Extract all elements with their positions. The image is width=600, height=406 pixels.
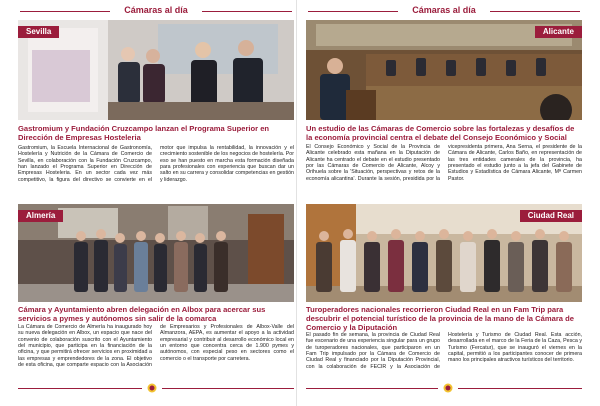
- article-photo: [306, 20, 582, 120]
- footer-rule: [306, 388, 438, 389]
- article-photo: [306, 204, 582, 302]
- chamber-logo-icon: [147, 383, 157, 393]
- footer-rule: [18, 388, 142, 389]
- right-page: [302, 0, 586, 406]
- photo-conference-speakers: [18, 20, 294, 120]
- section-header: [14, 5, 298, 17]
- header-rule: [202, 11, 292, 12]
- article-photo: [18, 20, 294, 120]
- article-sevilla: [18, 20, 294, 192]
- city-tag: Ciudad Real: [520, 210, 582, 222]
- article-headline[interactable]: Turoperadores nacionales recorrieron Ciudad Real en un Fam Trip para descubrir el potencial turístico de la provincia de la mano de la Cámara de Comercio y la Diputación: [306, 305, 574, 332]
- article-body: El Consejo Económico y Social de la Provincia de Alicante celebrado esta mañana en la Diputación de Alicante ha centrado el debate en el estudio presentado por las Cámaras de Comercio de Alicante, Alcoy y Orihuela sobre la 'Situación, perspectivas y retos de la economía alicantina'. Durante la sesión, presidida por la vicepresidenta primera, Ana Serna, el presidente de la Cámara de Alicante, Carlos Baño, en representación de las tres entidades camerales de la provincia, ha presentado el estudio junto a la jefa del Gabinete de Estudios y Estadística de Cámara Alicante, Mª Carmen Pastor.: [306, 144, 582, 182]
- article-photo: [18, 204, 294, 302]
- section-header: [302, 5, 586, 17]
- article-almeria: [18, 204, 294, 384]
- article-body: Gastromium, la Escuela Internacional de Gastronomía, Hostelería y Nutrición de la Cámara de Comercio de Sevilla, en colaboración con la Fundación Cruzcampo, han lanzado el Programa Superior en Dirección de Empresas Hosteleria. En un sector cada vez más competitivo, la figura del directivo se convierte en el motor que impulsa la rentabilidad, la innovación y el crecimiento sostenible de los negocios de hostelería. Por eso se han puesto en marcha esta formación diseñada para profesionales con experiencia que buscan dar un salto en su carrera y consolidar competencias en gestión y liderazgo.: [18, 145, 294, 183]
- chamber-logo-icon: [443, 383, 453, 393]
- city-tag: Sevilla: [18, 26, 59, 38]
- section-title: Cámaras al día: [124, 5, 188, 15]
- left-page: [14, 0, 298, 406]
- article-headline[interactable]: Un estudio de las Cámaras de Comercio sobre las fortalezas y desafíos de la economía provincial centra el debate del Consejo Económico y Social: [306, 124, 575, 142]
- article-headline[interactable]: Cámara y Ayuntamiento abren delegación en Albox para acercar sus servicios a pymes y autónomos sin salir de la comarca: [18, 305, 266, 323]
- footer-rule: [458, 388, 582, 389]
- footer-rule: [162, 388, 294, 389]
- header-rule: [490, 11, 580, 12]
- article-alicante: [306, 20, 582, 198]
- article-ciudad-real: [306, 204, 582, 384]
- article-headline[interactable]: Gastromium y Fundación Cruzcampo lanzan el Programa Superior en Dirección de Empresas Hosteleria: [18, 124, 270, 142]
- city-tag: Almería: [18, 210, 63, 222]
- article-body: El pasado fin de semana, la provincia de Ciudad Real fue escenario de una experiencia singular para un grupo de turoperadores nacionales, que participaron en un Fam Trip impulsado por la Cámara de Comercio de Ciudad Real y financiado por la Diputación Provincial, con la colaboración de FECIR y la Asociación de Hostelería y Turismo de Ciudad Real. Esta acción, desarrollada en el marco de la Feria de la Caza, Pesca y Turismo (Fercatur), que se inauguró el viernes en la capital, permitió a los participantes conocer de primera mano los principales atractivos turísticos del territorio.: [306, 332, 582, 370]
- article-body: La Cámara de Comercio de Almería ha inaugurado hoy su nueva delegación en Albox, un espacio que nace del convenio de colaboración suscrito con el Ayuntamiento del municipio, que participa en la financiación de la oficina, y que permitirá ofrecer servicios en proximidad a las empresas y emprendedores de la zona. El objetivo de esta oficina, que comparte espacio con la Asociación de Empresarios y Profesionales de Albox-Valle del Almanzora, AEPA, es aumentar el apoyo a la actividad empresarial y contribuir al desarrollo económico local en un entorno que concentra cerca de 1.900 pymes y autónomos, con especial peso en sectores como el comercio o el transporte por carretera.: [18, 324, 294, 369]
- city-tag: Alicante: [535, 26, 582, 38]
- section-title: Cámaras al día: [412, 5, 476, 15]
